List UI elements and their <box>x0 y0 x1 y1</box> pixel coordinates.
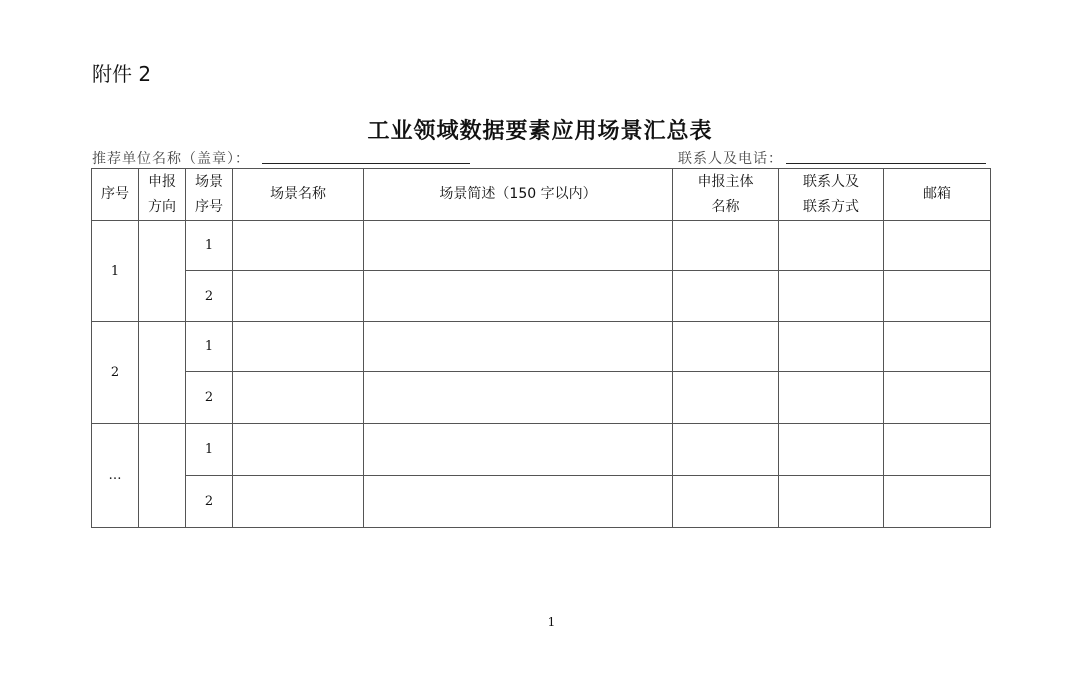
email-cell <box>884 271 991 322</box>
summary-table <box>91 168 991 528</box>
header-applicant: 申报主体 名称 <box>673 169 779 221</box>
applicant-cell <box>673 372 779 424</box>
scene-name-cell <box>233 271 364 322</box>
scene-seq-cell: 2 <box>186 372 233 424</box>
email-cell <box>884 424 991 476</box>
direction-cell <box>139 221 186 322</box>
group-seq-cell: 1 <box>92 221 139 322</box>
group-seq-cell: … <box>92 424 139 528</box>
email-cell <box>884 221 991 271</box>
contact-cell <box>779 322 884 372</box>
group-seq-cell: 2 <box>92 322 139 424</box>
email-cell <box>884 476 991 528</box>
direction-cell <box>139 424 186 528</box>
header-scene-seq: 场景 序号 <box>186 169 233 221</box>
contact-cell <box>779 424 884 476</box>
header-scene-name: 场景名称 <box>233 169 364 221</box>
contact-cell <box>779 271 884 322</box>
table-row <box>92 322 991 372</box>
recommender-fill-line <box>262 163 470 164</box>
scene-name-cell <box>233 322 364 372</box>
applicant-cell <box>673 424 779 476</box>
table-row <box>92 424 991 476</box>
scene-name-cell <box>233 476 364 528</box>
contact-label: 联系人及电话： <box>678 151 783 167</box>
scene-desc-cell <box>364 476 673 528</box>
table-row <box>92 476 991 528</box>
direction-cell <box>139 322 186 424</box>
table-row <box>92 372 991 424</box>
annex-label: 附件 2 <box>92 62 152 86</box>
header-seq: 序号 <box>92 169 139 221</box>
scene-desc-cell <box>364 221 673 271</box>
scene-seq-cell: 2 <box>186 271 233 322</box>
scene-name-cell <box>233 221 364 271</box>
email-cell <box>884 372 991 424</box>
header-contact: 联系人及 联系方式 <box>779 169 884 221</box>
scene-desc-cell <box>364 271 673 322</box>
header-direction: 申报 方向 <box>139 169 186 221</box>
contact-cell <box>779 221 884 271</box>
contact-fill-line <box>786 163 986 164</box>
page-number: 1 <box>547 615 556 629</box>
recommender-label: 推荐单位名称（盖章）： <box>92 151 250 167</box>
applicant-cell <box>673 322 779 372</box>
scene-name-cell <box>233 372 364 424</box>
table-header-row <box>92 169 991 221</box>
table-row <box>92 221 991 271</box>
scene-seq-cell: 1 <box>186 322 233 372</box>
header-scene-desc: 场景简述（150 字以内） <box>364 169 673 221</box>
scene-name-cell <box>233 424 364 476</box>
table-row <box>92 271 991 322</box>
document-title: 工业领域数据要素应用场景汇总表 <box>367 118 713 144</box>
contact-cell <box>779 372 884 424</box>
scene-desc-cell <box>364 424 673 476</box>
contact-cell <box>779 476 884 528</box>
email-cell <box>884 322 991 372</box>
scene-seq-cell: 1 <box>186 221 233 271</box>
header-email: 邮箱 <box>884 169 991 221</box>
applicant-cell <box>673 221 779 271</box>
scene-seq-cell: 1 <box>186 424 233 476</box>
scene-desc-cell <box>364 372 673 424</box>
scene-desc-cell <box>364 322 673 372</box>
applicant-cell <box>673 271 779 322</box>
applicant-cell <box>673 476 779 528</box>
scene-seq-cell: 2 <box>186 476 233 528</box>
